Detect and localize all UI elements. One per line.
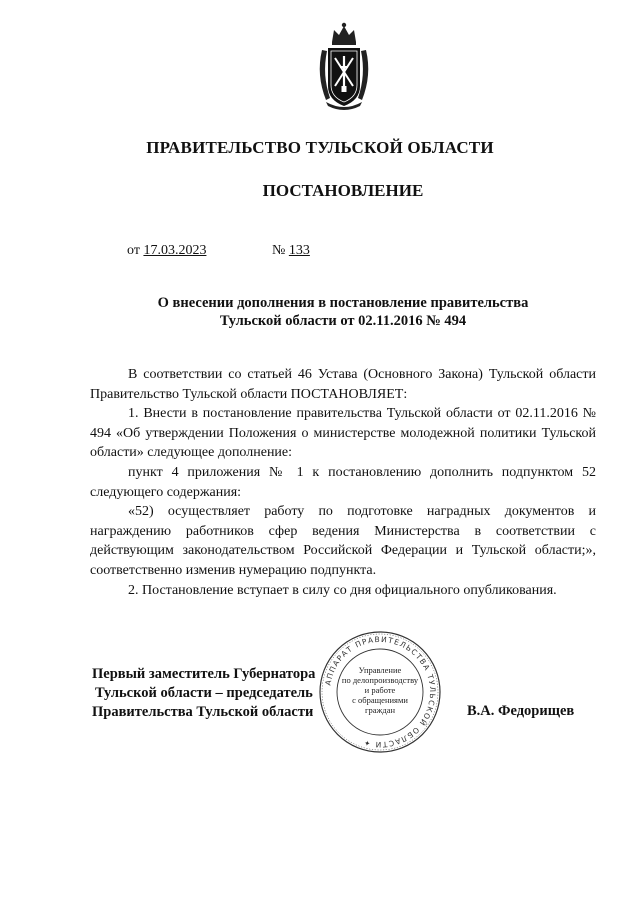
body-paragraph: пункт 4 приложения № 1 к постановлению дополнить подпунктом 52 следующего содержания: — [90, 464, 596, 500]
svg-text:АППАРАТ ПРАВИТЕЛЬСТВА ТУЛЬСКОЙ: АППАРАТ ПРАВИТЕЛЬСТВА ТУЛЬСКОЙ ОБЛАСТИ ✦ — [323, 634, 438, 750]
document-subject — [100, 294, 586, 330]
seal-line: с обращениями — [352, 695, 408, 705]
seal-line: и работе — [364, 685, 396, 695]
document-type: ПОСТАНОВЛЕНИЕ — [262, 181, 424, 200]
body-paragraph: В соответствии со статьей 46 Устава (Основного Закона) Тульской области Правительство Тульской области ПОСТАНОВЛЯЕТ: — [90, 367, 596, 402]
document-date — [127, 243, 206, 259]
document-number — [272, 243, 310, 259]
date-value: 17.03.2023 — [143, 243, 207, 258]
organization-title: ПРАВИТЕЛЬСТВО ТУЛЬСКОЙ ОБЛАСТИ — [146, 138, 494, 157]
body-paragraph: 2. Постановление вступает в силу со дня официального опубликования. — [128, 582, 557, 598]
number-prefix: № — [272, 243, 286, 258]
document-body — [90, 365, 596, 600]
position-line-1: Первый заместитель Губернатора — [92, 666, 316, 682]
body-paragraph: 1. Внести в постановление правительства Тульской области от 02.11.2016 № 494 «Об утверждении Положения о министерстве молодежной политики Тульской области» следующее дополнение: — [90, 406, 596, 461]
subject-line-2: Тульской области от 02.11.2016 № 494 — [219, 313, 467, 329]
seal-line: по делопроизводству — [341, 675, 419, 685]
body-paragraph: «52) осуществляет работу по подготовке наградных документов и награждению работников сфер ведения Министерства в соответствии с действующим законодательством Российской Федерации и Тульской области;», соответственно изменив нумерацию подпункта. — [90, 504, 596, 578]
subject-line-1: О внесении дополнения в постановление правительства — [157, 295, 529, 311]
seal-line: граждан — [364, 705, 396, 715]
date-prefix: от — [127, 243, 140, 258]
seal-center-text — [336, 665, 424, 715]
position-line-2: Тульской области – председатель — [95, 685, 313, 701]
signatory-name: В.А. Федорищев — [467, 703, 575, 719]
tula-coat-of-arms-icon — [312, 20, 376, 112]
seal-line: Управление — [358, 665, 402, 675]
position-line-3: Правительства Тульской области — [92, 704, 314, 720]
signatory-position — [92, 665, 315, 722]
number-value: 133 — [288, 243, 310, 258]
